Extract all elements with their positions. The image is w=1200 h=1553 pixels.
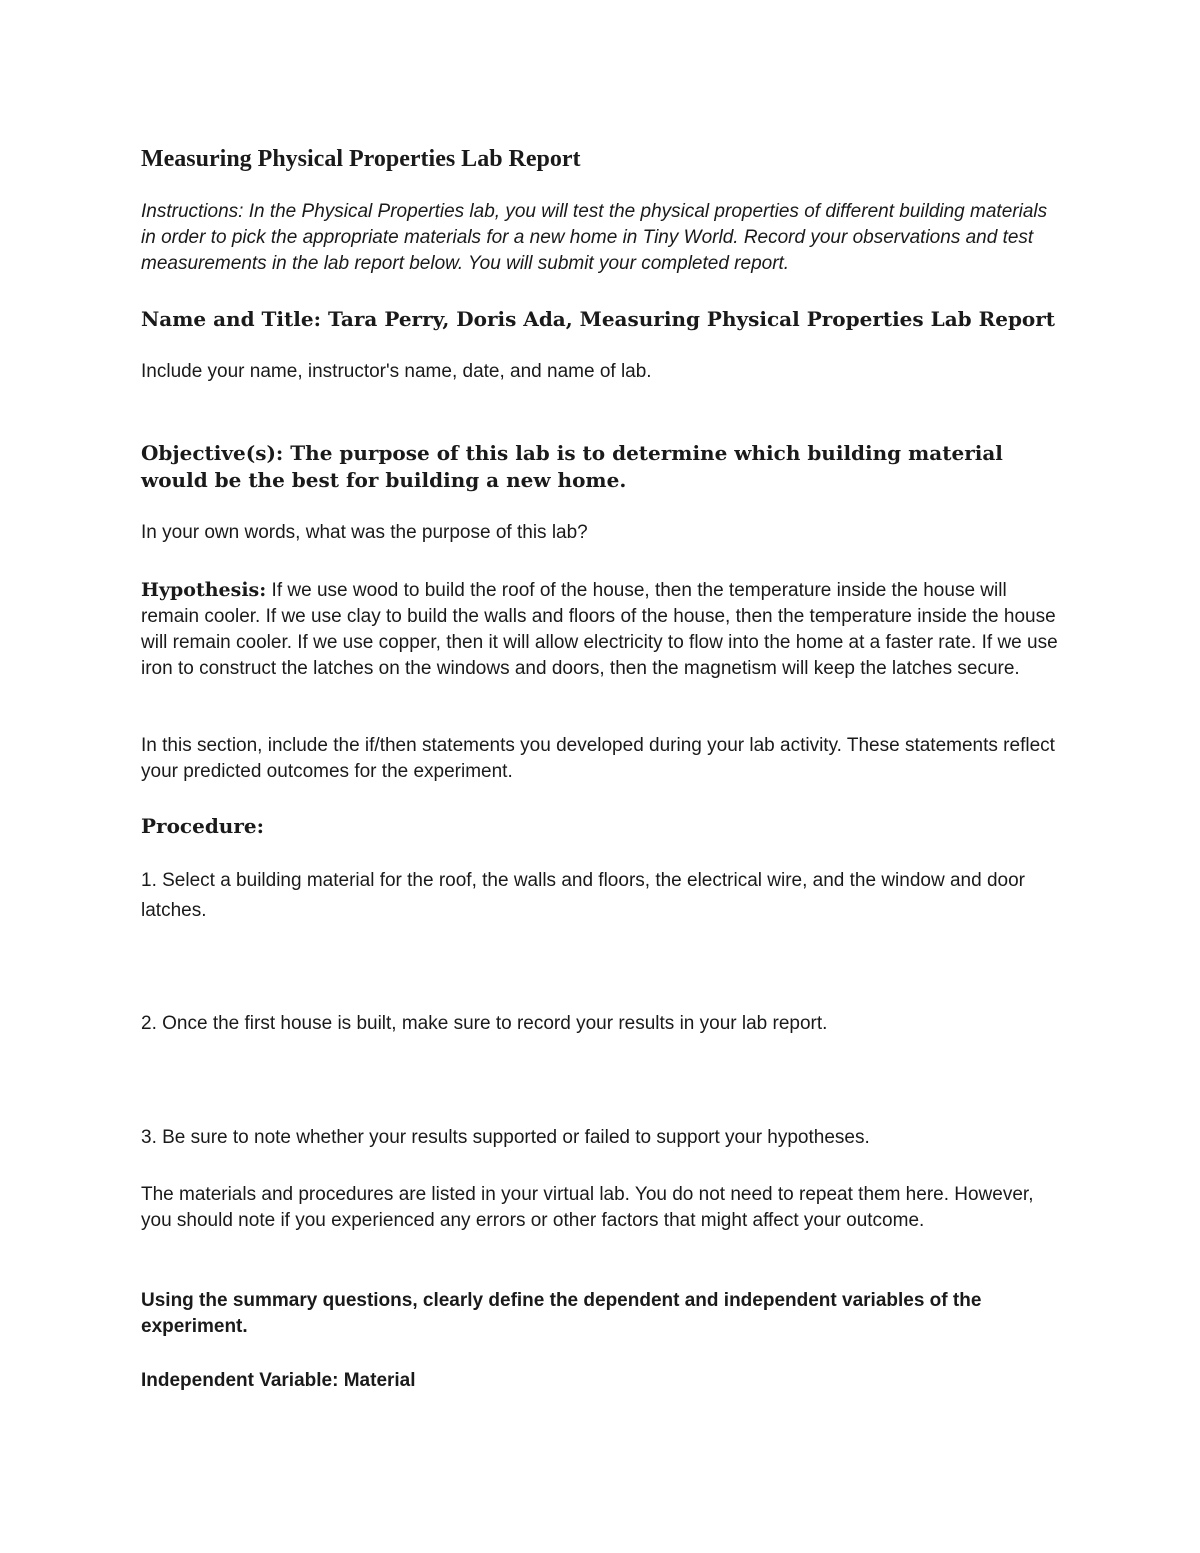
procedure-note: The materials and procedures are listed in your virtual lab. You do not need to repeat them here. However, you should note if you experienced any errors or other factors that might affect your outcome.: [141, 1184, 1034, 1231]
objective-line: [141, 440, 1061, 494]
hypothesis-label: Hypothesis:: [141, 579, 267, 601]
procedure-step-1: 1. Select a building material for the roof, the walls and floors, the electrical wire, and the window and door latches.: [141, 870, 1025, 921]
procedure-heading: Procedure:: [141, 814, 264, 838]
variables-instruction: Using the summary questions, clearly define the dependent and independent variables of the experiment.: [141, 1290, 982, 1337]
objective-prompt: In your own words, what was the purpose of this lab?: [141, 522, 588, 543]
hypothesis-paragraph: [141, 577, 1061, 682]
name-title-label: Name and Title:: [141, 307, 321, 331]
name-title-line: [141, 306, 1061, 333]
independent-variable-line: [141, 1368, 1061, 1394]
independent-variable-value: Material: [343, 1370, 416, 1391]
independent-variable-label: Independent Variable:: [141, 1370, 339, 1391]
procedure-step-3: 3. Be sure to note whether your results supported or failed to support your hypotheses.: [141, 1127, 870, 1148]
procedure-step-2: 2. Once the first house is built, make sure to record your results in your lab report.: [141, 1013, 828, 1034]
hypothesis-prompt: In this section, include the if/then statements you developed during your lab activity. These statements reflect your predicted outcomes for the experiment.: [141, 735, 1055, 782]
objective-label: Objective(s):: [141, 441, 284, 465]
instructions-text: Instructions: In the Physical Properties lab, you will test the physical properties of different building materials in order to pick the appropriate materials for a new home in Tiny World. Record your observations and test measurements in the lab report below. You will submit your completed report.: [141, 201, 1048, 274]
hypothesis-value: If we use wood to build the roof of the house, then the temperature inside the house will remain cooler. If we use clay to build the walls and floors of the house, then the temperature inside the house will remain cooler. If we use copper, then it will allow electricity to flow into the home at a faster rate. If we use iron to construct the latches on the windows and doors, then the magnetism will keep the latches secure.: [141, 580, 1058, 679]
document-title: Measuring Physical Properties Lab Report: [141, 146, 581, 172]
name-title-prompt: Include your name, instructor's name, date, and name of lab.: [141, 361, 652, 382]
name-title-value: Tara Perry, Doris Ada, Measuring Physical Properties Lab Report: [327, 307, 1056, 331]
objective-value: The purpose of this lab is to determine which building material would be the best for building a new home.: [141, 441, 1003, 492]
